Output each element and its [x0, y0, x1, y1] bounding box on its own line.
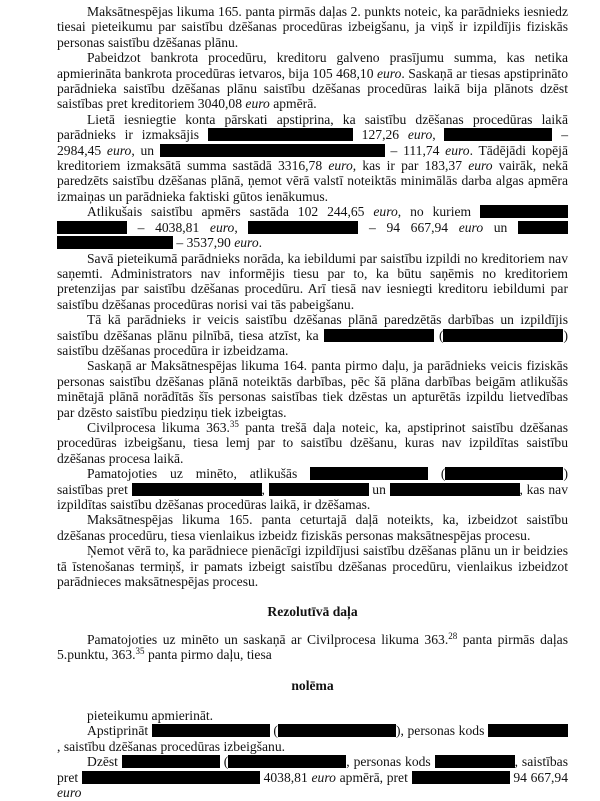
redaction-block — [278, 724, 396, 737]
ruling-2: Apstiprināt ( ), personas kods , saistību dzēšanas procedūras izbeigšanu. — [57, 723, 568, 754]
redaction-block — [122, 755, 220, 768]
decision-heading: nolēma — [291, 677, 334, 693]
redaction-block — [435, 755, 515, 768]
redaction-block — [160, 144, 385, 157]
paragraph-7: Saskaņā ar Maksātnespējas likuma 164. panta pirmo daļu, ja parādnieks veicis fiziskās personas saistību dzēšanas plānā noteiktās darbības, pēc šā plāna darbības beigām atlikušās minētajā plānā norādītās šīs personas saistības tiek dzēstas un apturētās izpildu lietvedības par dzēsto saistību piedziņu tiek izbeigtas. — [57, 358, 568, 420]
redaction-block — [324, 329, 434, 342]
redaction-block — [443, 329, 563, 342]
redaction-block — [488, 724, 568, 737]
section-heading: Rezolutīvā daļa — [267, 604, 358, 620]
redaction-block — [444, 128, 552, 141]
redaction-block — [445, 467, 563, 480]
paragraph-10: Maksātnespējas likuma 165. panta ceturtajā daļā noteikts, ka, izbeidzot saistību dzēšanas procedūru, tiesa vienlaikus izbeidz fiziskās personas maksātnespējas procesu. — [57, 512, 568, 543]
redaction-block — [228, 755, 346, 768]
document-body — [57, 4, 568, 801]
paragraph-8: Civilprocesa likuma 363.35 panta trešā daļa noteic, ka, apstiprinot saistību dzēšanas procedūras izbeigšanu, tiesa lemj par to saistību dzēšanu, kuras nav izpildītas saistību dzēšanas procesa laikā. — [57, 418, 569, 466]
paragraph-3: Lietā iesniegtie konta pārskati apstiprina, ka saistību dzēšanas procedūras laikā parādnieks ir izmaksājis 127,26 euro, – 2984,45 euro, un – 111,74 euro. Tādējādi kopējā kreditoriem izmaksātā summa sastādā 3316,78 euro, kas ir par 183,37 euro vairāk, nekā paredzēts saistību dzēšanas plānā, ņemot vērā valstī noteiktās minimālās darba algas apmēra izmaiņas un parādnieka faktiski gūtos ienākumus. — [57, 111, 569, 204]
paragraph-4: Atlikušais saistību apmērs sastāda 102 244,65 euro, no kuriem – 4038,81 euro, – 94 667,94 euro un – 3537,90 euro. — [57, 204, 568, 250]
ruling-1: pieteikumu apmierināt. — [87, 708, 214, 724]
redaction-block — [132, 483, 262, 496]
paragraph-11: Ņemot vērā to, ka parādniece pienācīgi izpildījusi saistību dzēšanas plānu un ir beidzies tā īstenošanas termiņš, ir pamats izbeigt saistību dzēšanas procedūru, vienlaikus izbeidzot parādnieces maksātnespējas procesu. — [57, 543, 568, 590]
redaction-block — [208, 128, 353, 141]
paragraph-2: Pabeidzot bankrota procedūru, kreditoru galveno prasījumu summa, kas netika apmierināta bankrota procedūras ietvaros, bija 105 468,10 euro. Saskaņā ar tiesas apstiprināto parādnieka saistību dzēšanas plānu saistību dzēšanas procedūras laikā bija plānots dzēst saistības pret kreditoriem 3040,08 euro apmērā. — [57, 50, 568, 112]
redaction-block — [82, 771, 260, 784]
redaction-block — [390, 483, 520, 496]
redaction-block — [57, 236, 173, 249]
paragraph-9: Pamatojoties uz minēto, atlikušās ( ) saistības pret , un , kas nav izpildītas saistību dzēšanas procedūras laikā, ir dzēšamas. — [57, 466, 569, 512]
redaction-block — [248, 221, 358, 234]
ruling-3: Dzēst ( , personas kods , saistības pret 4038,81 euro apmērā, pret 94 667,94 euro — [57, 754, 569, 801]
redaction-block — [57, 221, 127, 234]
paragraph-5: Savā pieteikumā parādnieks norāda, ka iebildumi par saistību izpildi no kreditoriem nav saņemti. Administrators nav informējis tiesu par to, ka būtu saņēmis no kreditoriem pretenzijas par saistību dzēšanas procedūru. Arī tiesā nav iesniegti kreditoru iebildumi par saistību dzēšanas procedūras norisi vai tās pabeigšanu. — [57, 250, 568, 312]
redaction-block — [518, 221, 568, 234]
redaction-block — [269, 483, 369, 496]
redaction-block — [310, 467, 428, 480]
paragraph-6: Tā kā parādnieks ir veicis saistību dzēšanas plānā paredzētās darbības un izpildījis saistību dzēšanas plānu pilnībā, tiesa atzīst, ka ( ) saistību dzēšanas procedūra ir izbeidzama. — [57, 312, 569, 358]
redaction-block — [412, 771, 510, 784]
paragraph-1: Maksātnespējas likuma 165. panta pirmās daļas 2. punkts noteic, ka parādnieks iesniedz tiesai pieteikumu par saistību dzēšanas procedūras izbeigšanu, ja viņš ir izpildījis fiziskās personas saistību dzēšanas plānu. — [57, 4, 568, 50]
paragraph-12: Pamatojoties uz minēto un saskaņā ar Civilprocesa likuma 363.28 panta pirmās daļas 5.punktu, 363.35 panta pirmo daļu, tiesa — [57, 630, 569, 663]
redaction-block — [480, 205, 568, 218]
redaction-block — [152, 724, 270, 737]
